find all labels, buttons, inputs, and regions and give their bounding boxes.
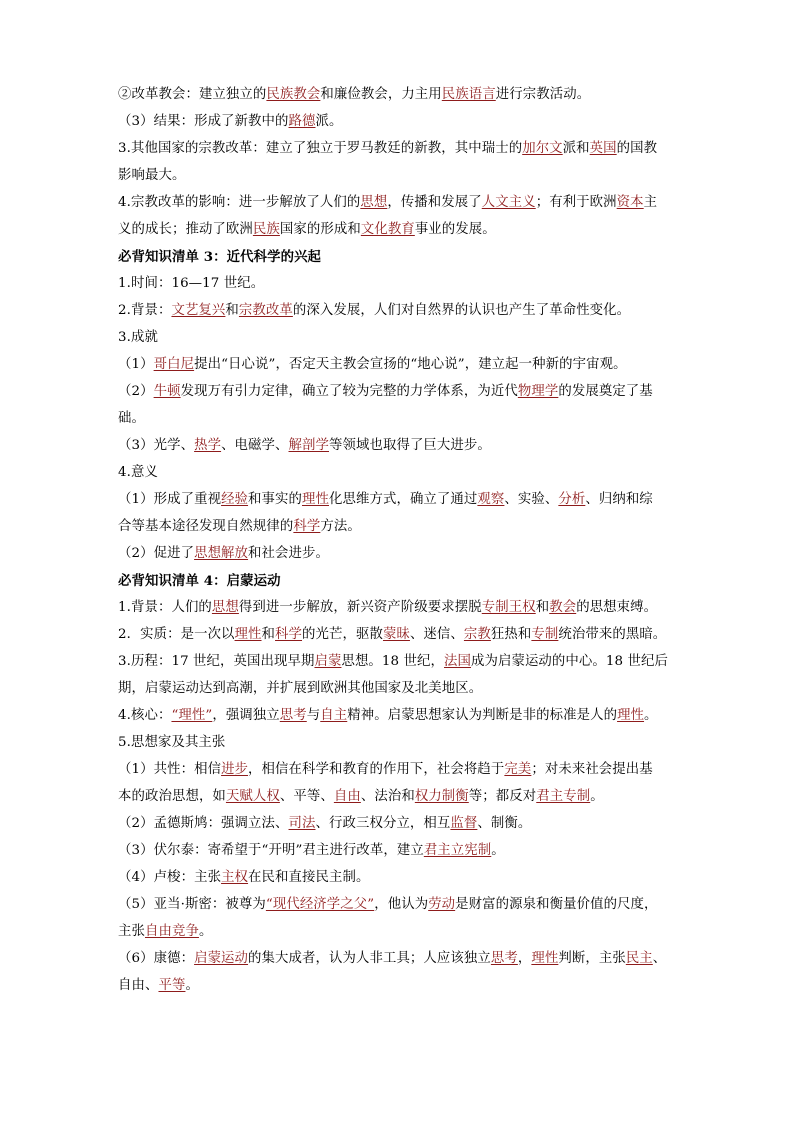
text-segment: 期，启蒙运动达到高潮，并扩展到欧洲其他国家及北美地区。 xyxy=(118,681,483,696)
text-segment: 在民和直接民主制。 xyxy=(248,870,370,885)
section-heading xyxy=(118,247,321,267)
keyword: 牛顿 xyxy=(153,384,181,399)
keyword: 理性 xyxy=(302,492,329,507)
text-segment: 和事实的 xyxy=(248,492,303,507)
keyword: 物理学 xyxy=(517,384,559,399)
text-segment: 发现万有引力定律，确立了较为完整的力学体系，为近代 xyxy=(180,384,518,399)
text-segment: 提出“日心说”，否定天主教会宣扬的“地心说”，建立起一种新的宇宙观。 xyxy=(194,357,627,372)
text-segment: 与 xyxy=(306,708,321,723)
keyword: 民族语言 xyxy=(441,87,496,102)
keyword: 民族教会 xyxy=(266,87,321,102)
keyword: 宗教改革 xyxy=(238,303,293,318)
text-line xyxy=(118,733,225,753)
keyword: 民主 xyxy=(625,951,653,966)
text-segment: 、平等、 xyxy=(279,789,334,804)
keyword: 启蒙运动 xyxy=(194,951,249,966)
text-line xyxy=(118,490,653,510)
keyword: 理性 xyxy=(531,951,559,966)
text-segment: 。 xyxy=(198,924,213,939)
text-segment: 和 xyxy=(535,600,550,615)
keyword: “现代经济学之父” xyxy=(265,897,375,912)
keyword: 思想 xyxy=(211,600,239,615)
text-segment: 判断，主张 xyxy=(558,951,626,966)
text-line xyxy=(118,436,491,456)
text-line xyxy=(118,274,264,294)
keyword: 蒙昧 xyxy=(382,627,410,642)
text-segment: 2.背景： xyxy=(118,303,172,318)
text-segment: 国家的形成和 xyxy=(279,222,361,237)
keyword: 思想解放 xyxy=(194,546,249,561)
keyword: 天赋人权 xyxy=(225,789,280,804)
keyword: 自由竞争 xyxy=(144,924,199,939)
keyword: 路德 xyxy=(288,114,316,129)
text-segment: 是财富的源泉和衡量价值的尺度， xyxy=(455,897,658,912)
keyword: 资本 xyxy=(616,195,644,210)
keyword: 理性 xyxy=(234,627,262,642)
text-segment: 的集大成者，认为人非工具；人应该独立 xyxy=(248,951,491,966)
text-segment: 。 xyxy=(590,789,604,804)
text-segment: 2．实质：是一次以 xyxy=(118,627,235,642)
text-line xyxy=(118,220,496,240)
keyword: 主权 xyxy=(221,870,249,885)
keyword: 理性 xyxy=(617,708,645,723)
keyword: 君主专制 xyxy=(536,789,591,804)
text-line xyxy=(118,193,657,213)
text-line xyxy=(118,544,329,564)
text-segment: （3）伏尔泰：寄希望于“开明”君主进行改革，建立 xyxy=(118,843,424,858)
text-segment: 进行宗教活动。 xyxy=(495,87,591,102)
text-segment: 4.核心： xyxy=(118,708,172,723)
text-segment: 4.宗教改革的影响：进一步解放了人们的 xyxy=(118,195,361,210)
text-segment: 、实验、 xyxy=(504,492,559,507)
text-segment: 成为启蒙运动的中心。18 世纪后 xyxy=(470,654,668,669)
text-line xyxy=(118,706,658,726)
text-segment: （2）孟德斯鸠：强调立法、 xyxy=(118,816,289,831)
text-line xyxy=(118,814,531,834)
text-line xyxy=(118,598,657,618)
text-segment: 化思维方式，确立了通过 xyxy=(329,492,478,507)
keyword: 分析 xyxy=(558,492,586,507)
text-segment: 等领域也取得了巨大进步。 xyxy=(329,438,491,453)
text-segment: 必背知识清单 4：启蒙运动 xyxy=(118,573,281,589)
text-line xyxy=(118,517,361,537)
section-heading xyxy=(118,571,281,591)
text-segment: 和社会进步。 xyxy=(248,546,329,561)
text-segment: ，相信在科学和教育的作用下，社会将趋于 xyxy=(248,762,505,777)
text-segment: 统治带来的黑暗。 xyxy=(558,627,667,642)
text-segment: （6）康德： xyxy=(118,951,195,966)
keyword: 君主立宪制 xyxy=(423,843,492,858)
text-segment: （2） xyxy=(118,384,154,399)
keyword: 平等 xyxy=(158,978,186,993)
text-line xyxy=(118,463,158,483)
text-segment: 、归纳和综 xyxy=(585,492,653,507)
text-segment: ；有利于欧洲 xyxy=(535,195,617,210)
text-line xyxy=(118,625,666,645)
text-segment: 合等基本途径发现自然规律的 xyxy=(118,519,294,534)
text-line xyxy=(118,679,482,699)
keyword: 进步 xyxy=(221,762,249,777)
text-segment: 义的成长；推动了欧洲 xyxy=(118,222,253,237)
keyword: 英国 xyxy=(589,141,617,156)
text-segment: 的思想束缚。 xyxy=(576,600,658,615)
keyword: 启蒙 xyxy=(314,654,342,669)
text-line xyxy=(118,895,658,915)
text-line xyxy=(118,760,653,780)
keyword: 观察 xyxy=(477,492,505,507)
text-segment: ，传播和发展了 xyxy=(387,195,482,210)
text-segment: 、迷信、 xyxy=(409,627,464,642)
keyword: 思考 xyxy=(490,951,518,966)
text-segment: 础。 xyxy=(118,411,145,426)
keyword: 权力制衡 xyxy=(414,789,469,804)
text-segment: 和 xyxy=(261,627,276,642)
text-segment: ②改革教会：建立独立的 xyxy=(118,87,267,102)
keyword: 文艺复兴 xyxy=(171,303,226,318)
keyword: 热学 xyxy=(194,438,222,453)
text-segment: ， xyxy=(517,951,532,966)
text-segment: （2）促进了 xyxy=(118,546,195,561)
text-segment: （1） xyxy=(118,357,154,372)
text-segment: 影响最大。 xyxy=(118,168,186,183)
text-segment: ，他认为 xyxy=(374,897,429,912)
keyword: 自由 xyxy=(333,789,361,804)
keyword: 自主 xyxy=(320,708,348,723)
text-segment: 1.背景：人们的 xyxy=(118,600,212,615)
text-segment: 派和 xyxy=(562,141,590,156)
text-segment: 派。 xyxy=(315,114,343,129)
text-segment: （1）形成了重视 xyxy=(118,492,222,507)
keyword: 专制 xyxy=(531,627,559,642)
text-segment: 1.时间：16—17 世纪。 xyxy=(118,276,265,291)
keyword: 宗教 xyxy=(463,627,491,642)
text-segment: 本的政治思想，如 xyxy=(118,789,226,804)
keyword: 法国 xyxy=(444,654,471,669)
keyword: 司法 xyxy=(288,816,316,831)
text-segment: 得到进一步解放，新兴资产阶级要求摆脱 xyxy=(238,600,482,615)
text-segment: 、法治和 xyxy=(360,789,415,804)
text-segment: 的光芒，驱散 xyxy=(302,627,383,642)
text-segment: （5）亚当·斯密：被尊为 xyxy=(118,897,266,912)
text-segment: 3.历程：17 世纪，英国出现早期 xyxy=(118,654,315,669)
keyword: 劳动 xyxy=(428,897,456,912)
keyword: 经验 xyxy=(221,492,249,507)
text-segment: 3.成就 xyxy=(118,330,158,345)
text-line xyxy=(118,922,212,942)
text-segment: （3）结果：形成了新教中的 xyxy=(118,114,289,129)
text-line xyxy=(118,949,666,969)
text-line xyxy=(118,112,342,132)
text-segment: 自由、 xyxy=(118,978,159,993)
text-segment: （1）共性：相信 xyxy=(118,762,222,777)
keyword: 科学 xyxy=(275,627,303,642)
text-segment: 的发展奠定了基 xyxy=(558,384,653,399)
keyword: “理性” xyxy=(171,708,213,723)
text-line xyxy=(118,139,657,159)
keyword: 科学 xyxy=(293,519,321,534)
text-line xyxy=(118,409,145,429)
text-segment: 主 xyxy=(643,195,658,210)
text-segment: 的深入发展，人们对自然界的认识也产生了革命性变化。 xyxy=(292,303,631,318)
text-segment: 5.思想家及其主张 xyxy=(118,735,226,750)
keyword: 思考 xyxy=(279,708,307,723)
text-segment: 狂热和 xyxy=(490,627,532,642)
text-segment: 4.意义 xyxy=(118,465,158,480)
text-segment: 。 xyxy=(491,843,505,858)
text-segment: 主张 xyxy=(118,924,145,939)
text-segment: 思想。18 世纪， xyxy=(341,654,444,669)
text-line xyxy=(118,652,668,672)
text-line xyxy=(118,328,158,348)
text-line xyxy=(118,166,185,186)
text-line xyxy=(118,841,505,861)
text-line xyxy=(118,85,590,105)
text-segment: 、 xyxy=(652,951,667,966)
keyword: 专制王权 xyxy=(481,600,536,615)
keyword: 完美 xyxy=(504,762,532,777)
text-segment: 和廉俭教会，力主用 xyxy=(320,87,442,102)
text-segment: 、电磁学、 xyxy=(221,438,289,453)
text-segment: 方法。 xyxy=(320,519,361,534)
keyword: 人文主义 xyxy=(481,195,536,210)
text-segment: ，强调独立 xyxy=(212,708,280,723)
text-segment: （3）光学、 xyxy=(118,438,195,453)
text-segment: ；对未来社会提出基 xyxy=(531,762,653,777)
text-segment: 。 xyxy=(644,708,658,723)
text-line xyxy=(118,976,199,996)
keyword: 监督 xyxy=(450,816,478,831)
text-segment: 。 xyxy=(185,978,199,993)
text-segment: 的国教 xyxy=(616,141,658,156)
keyword: 加尔文 xyxy=(522,141,563,156)
text-segment: 精神。启蒙思想家认为判断是非的标准是人的 xyxy=(347,708,618,723)
keyword: 思想 xyxy=(360,195,388,210)
text-segment: 、行政三权分立，相互 xyxy=(315,816,451,831)
text-segment: 3.其他国家的宗教改革：建立了独立于罗马教廷的新教，其中瑞士的 xyxy=(118,141,523,156)
text-line xyxy=(118,355,627,375)
text-segment: 和 xyxy=(225,303,239,318)
keyword: 民族 xyxy=(252,222,280,237)
text-line xyxy=(118,787,604,807)
text-line xyxy=(118,382,653,402)
text-segment: 、制衡。 xyxy=(477,816,532,831)
keyword: 教会 xyxy=(549,600,577,615)
text-segment: （4）卢梭：主张 xyxy=(118,870,222,885)
keyword: 文化教育 xyxy=(360,222,415,237)
text-segment: 必背知识清单 3：近代科学的兴起 xyxy=(118,249,322,265)
text-line xyxy=(118,301,630,321)
keyword: 哥白尼 xyxy=(153,357,195,372)
keyword: 解剖学 xyxy=(288,438,329,453)
text-segment: 事业的发展。 xyxy=(414,222,496,237)
text-segment: 等；都反对 xyxy=(468,789,537,804)
text-line xyxy=(118,868,369,888)
